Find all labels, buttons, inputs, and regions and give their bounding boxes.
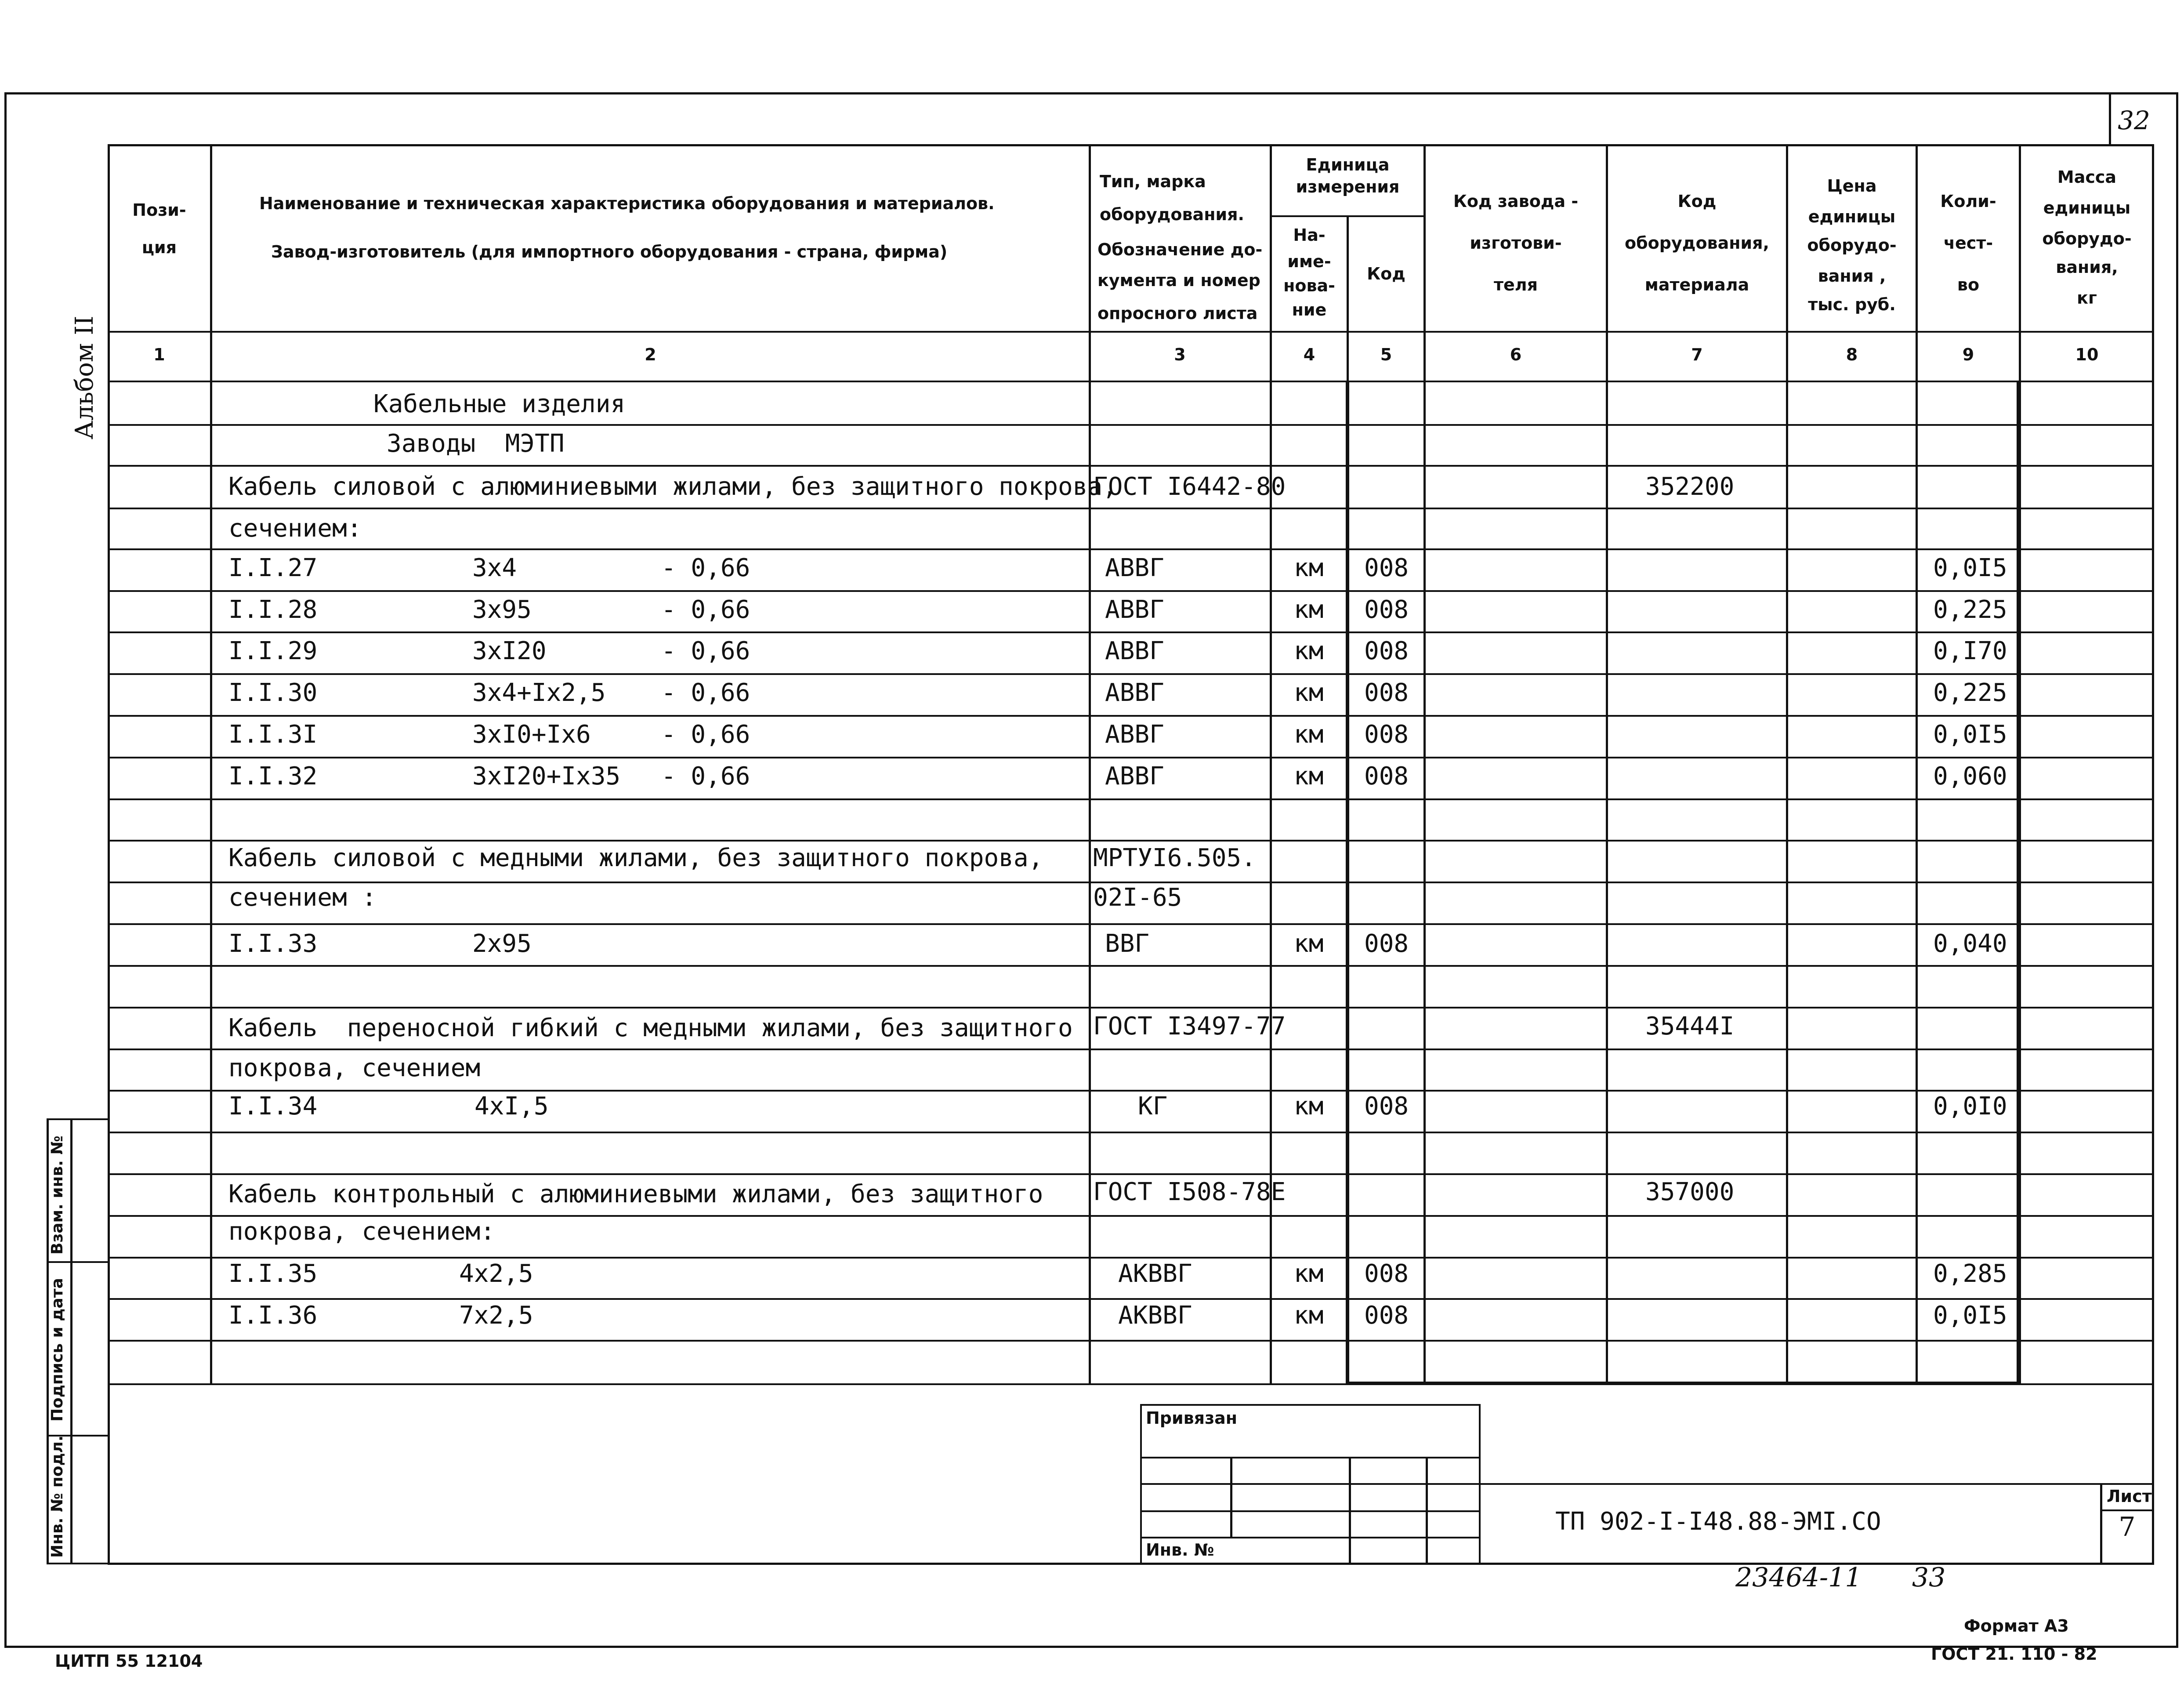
row-qty: 0,225: [1933, 595, 2007, 624]
stamp-signature-date: Подпись и дата: [48, 1278, 66, 1422]
row-unit-code: 008: [1364, 1301, 1409, 1330]
row-qty: 0,0I0: [1933, 1092, 2007, 1121]
row-size: 4x2,5: [459, 1259, 533, 1288]
row-pos: I.I.30: [228, 678, 318, 707]
row-type: КГ: [1138, 1092, 1168, 1121]
row-pos: I.I.27: [228, 554, 318, 582]
row-size: 3xI20: [472, 637, 547, 665]
row-unit-code: 008: [1364, 762, 1409, 791]
row-type: АВВГ: [1105, 554, 1164, 582]
group2-name: Кабель силовой с медными жилами, без защитного покрова,: [228, 844, 1043, 872]
hdr-col9-a: Коли-: [1940, 192, 1996, 211]
hdr-col8-e: тыс. руб.: [1808, 295, 1896, 314]
row-unit-code: 008: [1364, 1092, 1409, 1121]
group3-name: Кабель переносной гибкий с медными жилами, без защитного: [228, 1014, 1073, 1042]
row-type: АВВГ: [1105, 637, 1164, 665]
hdr-col6-a: Код завода -: [1453, 192, 1579, 211]
row-pos: I.I.29: [228, 637, 318, 665]
row-volt: - 0,66: [661, 595, 750, 624]
hdr-col1-a: Пози-: [132, 200, 186, 220]
hdr-col7-a: Код: [1677, 192, 1717, 211]
row-qty: 0,225: [1933, 678, 2007, 707]
inv-no-label: Инв. №: [1146, 1540, 1214, 1560]
colnum-5: 5: [1380, 345, 1392, 364]
row-unit-code: 008: [1364, 595, 1409, 624]
hdr-col6-b: изготови-: [1470, 233, 1562, 253]
row-type: ВВГ: [1105, 929, 1150, 958]
row-pos: I.I.36: [228, 1301, 318, 1330]
colnum-6: 6: [1510, 345, 1522, 364]
row-size: 3x4+Ix2,5: [472, 678, 606, 707]
row-pos: I.I.33: [228, 929, 318, 958]
group2-type: МРТУI6.505.: [1093, 844, 1256, 872]
hdr-unit-group-a: Единица: [1306, 155, 1390, 174]
row-volt: - 0,66: [661, 554, 750, 582]
row-type: АВВГ: [1105, 762, 1164, 791]
hdr-col10-c: оборудо-: [2042, 229, 2132, 248]
row-unit-code: 008: [1364, 929, 1409, 958]
row-size: 2x95: [472, 929, 532, 958]
group1-type: ГОСТ I6442-80: [1093, 472, 1286, 501]
colnum-9: 9: [1962, 345, 1974, 364]
section-title: Кабельные изделия: [373, 390, 626, 418]
row-unit: км: [1294, 720, 1324, 749]
row-pos: I.I.32: [228, 762, 318, 791]
group1-code: 352200: [1645, 472, 1735, 501]
group3-name-cont: покрова, сечением: [228, 1054, 481, 1082]
hdr-col8-b: единицы: [1808, 207, 1896, 226]
row-volt: - 0,66: [661, 720, 750, 749]
hdr-col5: Код: [1367, 264, 1405, 283]
format-label: Формат А3: [1964, 1616, 2069, 1636]
row-unit-code: 008: [1364, 637, 1409, 665]
row-volt: - 0,66: [661, 762, 750, 791]
row-volt: - 0,66: [661, 678, 750, 707]
hdr-col9-c: во: [1957, 275, 1980, 294]
hdr-col10-a: Масса: [2057, 167, 2117, 187]
group3-type: ГОСТ I3497-77: [1093, 1012, 1286, 1041]
row-unit: км: [1294, 554, 1324, 582]
row-size: 3xI20+Ix35: [472, 762, 621, 791]
group3-code: 35444I: [1645, 1012, 1735, 1041]
row-unit-code: 008: [1364, 678, 1409, 707]
row-qty: 0,285: [1933, 1259, 2007, 1288]
row-pos: I.I.28: [228, 595, 318, 624]
standard-label: ГОСТ 21. 110 - 82: [1931, 1644, 2097, 1664]
row-unit: км: [1294, 1092, 1324, 1121]
row-unit-code: 008: [1364, 720, 1409, 749]
hdr-col3-b: оборудования.: [1100, 205, 1244, 224]
sheet-number: 7: [2119, 1512, 2136, 1542]
colnum-2: 2: [645, 345, 656, 364]
group1-name: Кабель силовой с алюминиевыми жилами, без защитного покрова,: [228, 472, 1117, 501]
row-qty: 0,060: [1933, 762, 2007, 791]
group2-type-cont: 02I-65: [1093, 883, 1182, 912]
colnum-3: 3: [1174, 345, 1186, 364]
row-type: АВВГ: [1105, 720, 1164, 749]
row-unit: км: [1294, 1301, 1324, 1330]
printer-code: ЦИТП 55 12104: [55, 1651, 203, 1671]
row-type: АКВВГ: [1118, 1259, 1192, 1288]
hdr-col3-e: опросного листа: [1097, 304, 1258, 323]
privyazan-label: Привязан: [1146, 1408, 1238, 1428]
group1-name-cont: сечением:: [228, 514, 362, 543]
row-type: АВВГ: [1105, 678, 1164, 707]
group4-name: Кабель контрольный с алюминиевыми жилами, без защитного: [228, 1180, 1043, 1208]
hdr-col9-b: чест-: [1943, 233, 1993, 253]
row-qty: 0,0I5: [1933, 720, 2007, 749]
group2-name-cont: сечением :: [228, 883, 377, 912]
hdr-col4-b: име-: [1287, 252, 1331, 271]
row-size: 3x4: [472, 554, 517, 582]
row-unit: км: [1294, 678, 1324, 707]
hdr-col4-d: ние: [1292, 300, 1327, 319]
row-unit: км: [1294, 595, 1324, 624]
row-pos: I.I.35: [228, 1259, 318, 1288]
row-size: 3xI0+Ix6: [472, 720, 591, 749]
row-unit: км: [1294, 929, 1324, 958]
hdr-col7-b: оборудования,: [1625, 233, 1769, 253]
group4-name-cont: покрова, сечением:: [228, 1217, 495, 1246]
row-unit: км: [1294, 1259, 1324, 1288]
stamp-vzam-inv: Взам. инв. №: [48, 1136, 66, 1255]
hdr-col10-d: вания,: [2056, 258, 2118, 277]
hdr-unit-group-b: измерения: [1296, 177, 1400, 196]
row-type: АВВГ: [1105, 595, 1164, 624]
group4-code: 357000: [1645, 1178, 1735, 1206]
row-unit-code: 008: [1364, 554, 1409, 582]
sheet-label: Лист: [2107, 1487, 2152, 1506]
row-pos: I.I.3I: [228, 720, 318, 749]
row-type: АКВВГ: [1118, 1301, 1192, 1330]
hdr-col10-e: кг: [2077, 288, 2097, 308]
row-qty: 0,040: [1933, 929, 2007, 958]
hdr-col8-a: Цена: [1827, 176, 1877, 196]
row-pos: I.I.34: [228, 1092, 318, 1121]
hdr-col10-b: единицы: [2043, 198, 2131, 218]
corner-sheet-number: 32: [2118, 105, 2150, 135]
colnum-1: 1: [153, 345, 165, 364]
hdr-col3-d: кумента и номер: [1097, 271, 1260, 290]
group4-type: ГОСТ I508-78Е: [1093, 1178, 1286, 1206]
hdr-col8-d: вания ,: [1818, 266, 1886, 286]
hdr-col7-c: материала: [1644, 275, 1749, 294]
row-unit-code: 008: [1364, 1259, 1409, 1288]
hdr-col4-a: На-: [1293, 225, 1326, 245]
colnum-4: 4: [1303, 345, 1315, 364]
hdr-col3-a: Тип, марка: [1100, 172, 1206, 191]
colnum-8: 8: [1846, 345, 1858, 364]
colnum-10: 10: [2075, 345, 2099, 364]
row-size: 3x95: [472, 595, 532, 624]
stamp-inv-podl: Инв. № подл.: [48, 1435, 66, 1558]
row-volt: - 0,66: [661, 637, 750, 665]
document-code: ТП 902-I-I48.88-ЭМI.СО: [1555, 1507, 1881, 1536]
row-unit: км: [1294, 762, 1324, 791]
hdr-col1-b: ция: [141, 238, 177, 257]
row-qty: 0,I70: [1933, 637, 2007, 665]
hdr-col4-c: нова-: [1283, 276, 1335, 295]
hdr-col3-c: Обозначение до-: [1097, 240, 1263, 259]
hdr-col2-b: Завод-изготовитель (для импортного оборудования - страна, фирма): [271, 242, 948, 261]
hdr-col6-c: теля: [1493, 275, 1538, 294]
row-qty: 0,0I5: [1933, 554, 2007, 582]
row-unit: км: [1294, 637, 1324, 665]
section-subtitle: Заводы МЭТП: [387, 429, 565, 458]
hdr-col2-a: Наименование и техническая характеристика оборудования и материалов.: [259, 194, 995, 213]
row-size: 7x2,5: [459, 1301, 533, 1330]
handwritten-note: 23464-11 33: [1735, 1562, 1946, 1593]
hdr-col8-c: оборудо-: [1807, 236, 1897, 255]
album-label: Альбом II: [70, 316, 99, 439]
colnum-7: 7: [1691, 345, 1703, 364]
row-qty: 0,0I5: [1933, 1301, 2007, 1330]
row-size: 4xI,5: [474, 1092, 549, 1121]
